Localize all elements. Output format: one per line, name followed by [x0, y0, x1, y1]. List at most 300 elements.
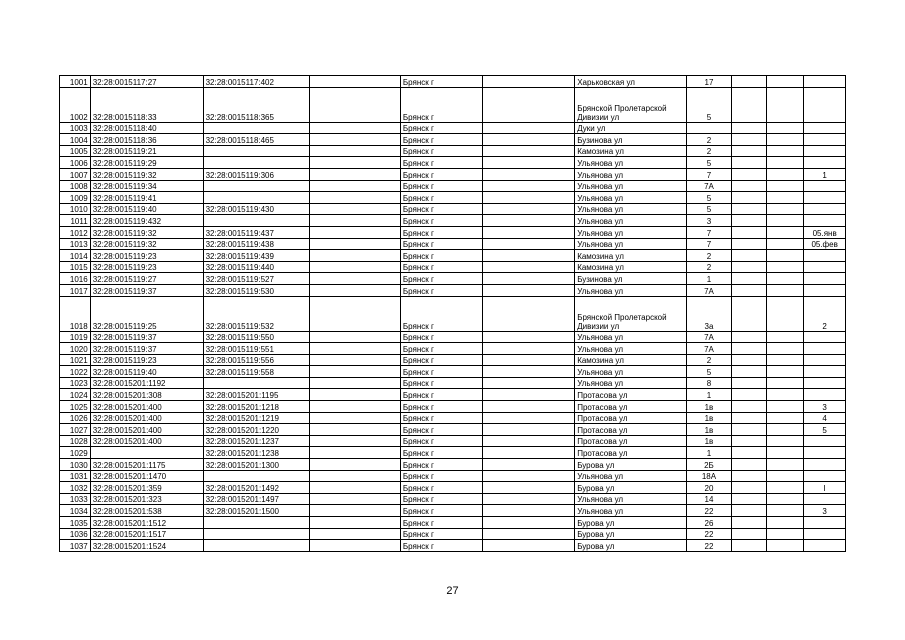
- cell-apartment: [804, 192, 846, 204]
- cell-letter: [767, 250, 804, 262]
- cell-building: [731, 540, 766, 552]
- table-row: [60, 284, 846, 296]
- cell-district: [483, 238, 575, 250]
- cell-blank-column: [309, 157, 400, 169]
- cell-building: [731, 157, 766, 169]
- cell-street: Ульянова ул: [575, 238, 687, 250]
- cell-row-number: 1030: [60, 459, 91, 471]
- cell-house-number: 5: [687, 192, 732, 204]
- cell-object-number: 32:28:0015119:440: [203, 261, 309, 273]
- cell-apartment: [804, 250, 846, 262]
- cell-street: Ульянова ул: [575, 343, 687, 355]
- cell-letter: [767, 168, 804, 180]
- cell-apartment: [804, 203, 846, 215]
- table-row: [60, 122, 846, 134]
- cell-house-number: 1в: [687, 401, 732, 413]
- cell-house-number: 7А: [687, 284, 732, 296]
- cell-district: [483, 331, 575, 343]
- cell-street: Бурова ул: [575, 540, 687, 552]
- cell-apartment: [804, 470, 846, 482]
- cell-row-number: 1005: [60, 145, 91, 157]
- table-row: [60, 168, 846, 180]
- cell-building: [731, 401, 766, 413]
- cell-object-number: 32:28:0015119:437: [203, 226, 309, 238]
- cell-cadastral-number: 32:28:0015201:400: [90, 424, 203, 436]
- table-row: [60, 505, 846, 517]
- cell-blank-column: [309, 215, 400, 227]
- cell-row-number: 1024: [60, 389, 91, 401]
- cell-district: [483, 459, 575, 471]
- cell-apartment: 05.янв: [804, 226, 846, 238]
- cell-cadastral-number: 32:28:0015201:400: [90, 435, 203, 447]
- cell-district: [483, 528, 575, 540]
- cell-apartment: 4: [804, 412, 846, 424]
- cell-street: Ульянова ул: [575, 366, 687, 378]
- cell-blank-column: [309, 331, 400, 343]
- cell-row-number: 1004: [60, 134, 91, 146]
- cell-street: Ульянова ул: [575, 284, 687, 296]
- cell-building: [731, 203, 766, 215]
- table-row: [60, 261, 846, 273]
- cell-row-number: 1012: [60, 226, 91, 238]
- cell-apartment: [804, 389, 846, 401]
- table-row: [60, 273, 846, 285]
- cell-district: [483, 540, 575, 552]
- cell-building: [731, 192, 766, 204]
- cell-city: Брянск г: [400, 215, 482, 227]
- cell-house-number: 5: [687, 87, 732, 122]
- cell-blank-column: [309, 284, 400, 296]
- table-row: [60, 540, 846, 552]
- cell-cadastral-number: 32:28:0015201:1175: [90, 459, 203, 471]
- cell-city: Брянск г: [400, 412, 482, 424]
- cell-house-number: 1: [687, 447, 732, 459]
- cell-cadastral-number: 32:28:0015119:41: [90, 192, 203, 204]
- cell-row-number: 1008: [60, 180, 91, 192]
- cell-building: [731, 366, 766, 378]
- cell-building: [731, 273, 766, 285]
- cell-object-number: 32:28:0015119:551: [203, 343, 309, 355]
- cell-city: Брянск г: [400, 76, 482, 88]
- cell-object-number: 32:28:0015118:465: [203, 134, 309, 146]
- cell-street: Ульянова ул: [575, 168, 687, 180]
- cell-object-number: 32:28:0015118:365: [203, 87, 309, 122]
- cell-city: Брянск г: [400, 517, 482, 529]
- cell-street: Камозина ул: [575, 261, 687, 273]
- cell-building: [731, 389, 766, 401]
- cell-apartment: [804, 273, 846, 285]
- cell-row-number: 1036: [60, 528, 91, 540]
- cell-city: Брянск г: [400, 261, 482, 273]
- cell-row-number: 1031: [60, 470, 91, 482]
- cell-street: Протасова ул: [575, 412, 687, 424]
- cell-cadastral-number: 32:28:0015201:323: [90, 493, 203, 505]
- cell-street: Ульянова ул: [575, 192, 687, 204]
- cell-building: [731, 168, 766, 180]
- cell-apartment: [804, 435, 846, 447]
- cell-house-number: 2: [687, 145, 732, 157]
- cell-street: Бурова ул: [575, 528, 687, 540]
- cell-object-number: [203, 157, 309, 169]
- cell-house-number: 17: [687, 76, 732, 88]
- cell-blank-column: [309, 389, 400, 401]
- table-row: [60, 226, 846, 238]
- cell-city: Брянск г: [400, 331, 482, 343]
- cell-building: [731, 459, 766, 471]
- cell-letter: [767, 424, 804, 436]
- cell-city: Брянск г: [400, 401, 482, 413]
- cell-street: Ульянова ул: [575, 493, 687, 505]
- cell-object-number: [203, 470, 309, 482]
- cell-house-number: 5: [687, 366, 732, 378]
- cell-city: Брянск г: [400, 482, 482, 494]
- cell-blank-column: [309, 203, 400, 215]
- cell-district: [483, 168, 575, 180]
- cell-city: Брянск г: [400, 203, 482, 215]
- cell-street: Ульянова ул: [575, 505, 687, 517]
- cell-apartment: [804, 459, 846, 471]
- cell-blank-column: [309, 459, 400, 471]
- cell-house-number: 7А: [687, 180, 732, 192]
- cell-letter: [767, 354, 804, 366]
- table-row: [60, 87, 846, 122]
- cell-object-number: 32:28:0015201:1300: [203, 459, 309, 471]
- cell-row-number: 1013: [60, 238, 91, 250]
- table-row: [60, 401, 846, 413]
- cell-blank-column: [309, 412, 400, 424]
- table-row: [60, 528, 846, 540]
- cell-cadastral-number: 32:28:0015201:1524: [90, 540, 203, 552]
- cell-apartment: [804, 447, 846, 459]
- cell-city: Брянск г: [400, 528, 482, 540]
- cell-district: [483, 261, 575, 273]
- cell-city: Брянск г: [400, 459, 482, 471]
- cell-building: [731, 226, 766, 238]
- table-row: [60, 412, 846, 424]
- cell-street: Харьковская ул: [575, 76, 687, 88]
- cell-blank-column: [309, 343, 400, 355]
- cell-cadastral-number: 32:28:0015119:21: [90, 145, 203, 157]
- cell-house-number: 22: [687, 528, 732, 540]
- cell-street: Бузинова ул: [575, 273, 687, 285]
- cell-row-number: 1006: [60, 157, 91, 169]
- cell-district: [483, 389, 575, 401]
- cell-letter: [767, 284, 804, 296]
- cell-city: Брянск г: [400, 377, 482, 389]
- cell-street: Протасова ул: [575, 424, 687, 436]
- cell-district: [483, 296, 575, 331]
- cell-letter: [767, 203, 804, 215]
- cell-letter: [767, 493, 804, 505]
- cell-letter: [767, 331, 804, 343]
- cell-apartment: [804, 122, 846, 134]
- cell-letter: [767, 145, 804, 157]
- cell-apartment: [804, 87, 846, 122]
- registry-table-body: [60, 76, 846, 552]
- cell-blank-column: [309, 145, 400, 157]
- cell-row-number: 1021: [60, 354, 91, 366]
- cell-blank-column: [309, 250, 400, 262]
- cell-cadastral-number: 32:28:0015201:1517: [90, 528, 203, 540]
- cell-apartment: [804, 493, 846, 505]
- cell-street: Бурова ул: [575, 459, 687, 471]
- cell-cadastral-number: 32:28:0015119:29: [90, 157, 203, 169]
- cell-city: Брянск г: [400, 435, 482, 447]
- cell-object-number: 32:28:0015201:1219: [203, 412, 309, 424]
- cell-city: Брянск г: [400, 470, 482, 482]
- cell-object-number: 32:28:0015119:530: [203, 284, 309, 296]
- cell-letter: [767, 447, 804, 459]
- cell-district: [483, 435, 575, 447]
- cell-row-number: 1025: [60, 401, 91, 413]
- cell-city: Брянск г: [400, 343, 482, 355]
- cell-row-number: 1015: [60, 261, 91, 273]
- cell-cadastral-number: 32:28:0015119:37: [90, 284, 203, 296]
- cell-apartment: [804, 366, 846, 378]
- cell-object-number: 32:28:0015119:556: [203, 354, 309, 366]
- cell-object-number: [203, 540, 309, 552]
- cell-row-number: 1027: [60, 424, 91, 436]
- cell-letter: [767, 226, 804, 238]
- cell-cadastral-number: 32:28:0015201:308: [90, 389, 203, 401]
- cell-blank-column: [309, 226, 400, 238]
- cell-building: [731, 528, 766, 540]
- cell-house-number: 7А: [687, 331, 732, 343]
- cell-city: Брянск г: [400, 122, 482, 134]
- cell-blank-column: [309, 238, 400, 250]
- cell-district: [483, 76, 575, 88]
- cell-house-number: 1: [687, 389, 732, 401]
- cell-district: [483, 366, 575, 378]
- cell-blank-column: [309, 493, 400, 505]
- cell-letter: [767, 482, 804, 494]
- cell-house-number: 2: [687, 354, 732, 366]
- table-row: [60, 470, 846, 482]
- cell-row-number: 1017: [60, 284, 91, 296]
- cell-cadastral-number: 32:28:0015119:40: [90, 366, 203, 378]
- cell-letter: [767, 273, 804, 285]
- cell-street: Ульянова ул: [575, 157, 687, 169]
- cell-object-number: 32:28:0015119:550: [203, 331, 309, 343]
- cell-row-number: 1001: [60, 76, 91, 88]
- cell-district: [483, 134, 575, 146]
- table-row: [60, 215, 846, 227]
- cell-row-number: 1007: [60, 168, 91, 180]
- cell-object-number: 32:28:0015119:306: [203, 168, 309, 180]
- cell-district: [483, 157, 575, 169]
- cell-district: [483, 273, 575, 285]
- cell-apartment: 5: [804, 424, 846, 436]
- cell-row-number: 1029: [60, 447, 91, 459]
- cell-district: [483, 87, 575, 122]
- cell-city: Брянск г: [400, 296, 482, 331]
- cell-blank-column: [309, 122, 400, 134]
- cell-blank-column: [309, 447, 400, 459]
- cell-apartment: [804, 354, 846, 366]
- cell-letter: [767, 180, 804, 192]
- table-row: [60, 343, 846, 355]
- cell-blank-column: [309, 505, 400, 517]
- cell-street: Камозина ул: [575, 145, 687, 157]
- cell-district: [483, 226, 575, 238]
- cell-city: Брянск г: [400, 87, 482, 122]
- cell-house-number: 2: [687, 261, 732, 273]
- cell-apartment: [804, 157, 846, 169]
- cell-apartment: 3: [804, 401, 846, 413]
- cell-row-number: 1011: [60, 215, 91, 227]
- cell-city: Брянск г: [400, 250, 482, 262]
- cell-street: Протасова ул: [575, 435, 687, 447]
- table-row: [60, 145, 846, 157]
- cell-building: [731, 76, 766, 88]
- cell-street: Ульянова ул: [575, 470, 687, 482]
- cell-building: [731, 470, 766, 482]
- table-row: [60, 296, 846, 331]
- cell-district: [483, 412, 575, 424]
- cell-district: [483, 505, 575, 517]
- cell-object-number: 32:28:0015201:1492: [203, 482, 309, 494]
- cell-apartment: [804, 261, 846, 273]
- cell-city: Брянск г: [400, 273, 482, 285]
- cell-building: [731, 296, 766, 331]
- cell-object-number: [203, 180, 309, 192]
- cell-house-number: 3а: [687, 296, 732, 331]
- cell-building: [731, 134, 766, 146]
- cell-blank-column: [309, 354, 400, 366]
- cell-street: Бурова ул: [575, 517, 687, 529]
- cell-house-number: 7: [687, 226, 732, 238]
- cell-house-number: 3: [687, 215, 732, 227]
- table-row: [60, 192, 846, 204]
- cell-city: Брянск г: [400, 145, 482, 157]
- cell-building: [731, 122, 766, 134]
- table-row: [60, 157, 846, 169]
- cell-house-number: 2: [687, 134, 732, 146]
- cell-row-number: 1032: [60, 482, 91, 494]
- cell-district: [483, 401, 575, 413]
- cell-city: Брянск г: [400, 238, 482, 250]
- cell-district: [483, 482, 575, 494]
- cell-district: [483, 470, 575, 482]
- table-row: [60, 459, 846, 471]
- cell-street: Брянской Пролетарской Дивизии ул: [575, 87, 687, 122]
- cell-letter: [767, 76, 804, 88]
- cell-cadastral-number: 32:28:0015118:40: [90, 122, 203, 134]
- cell-district: [483, 250, 575, 262]
- cell-cadastral-number: 32:28:0015119:34: [90, 180, 203, 192]
- cell-building: [731, 145, 766, 157]
- cell-city: Брянск г: [400, 180, 482, 192]
- cell-district: [483, 447, 575, 459]
- cell-district: [483, 493, 575, 505]
- cell-cadastral-number: 32:28:0015117:27: [90, 76, 203, 88]
- cell-letter: [767, 412, 804, 424]
- cell-building: [731, 424, 766, 436]
- cell-object-number: 32:28:0015119:558: [203, 366, 309, 378]
- cell-blank-column: [309, 261, 400, 273]
- cell-object-number: 32:28:0015201:1237: [203, 435, 309, 447]
- table-row: [60, 331, 846, 343]
- cell-building: [731, 354, 766, 366]
- cell-row-number: 1022: [60, 366, 91, 378]
- cell-city: Брянск г: [400, 389, 482, 401]
- cell-blank-column: [309, 435, 400, 447]
- cell-house-number: 22: [687, 540, 732, 552]
- cell-street: Бурова ул: [575, 482, 687, 494]
- cell-letter: [767, 215, 804, 227]
- cell-cadastral-number: 32:28:0015119:37: [90, 331, 203, 343]
- cell-letter: [767, 389, 804, 401]
- cell-cadastral-number: 32:28:0015201:1470: [90, 470, 203, 482]
- cell-cadastral-number: 32:28:0015119:32: [90, 168, 203, 180]
- table-row: [60, 180, 846, 192]
- cell-letter: [767, 528, 804, 540]
- cell-city: Брянск г: [400, 157, 482, 169]
- cell-district: [483, 424, 575, 436]
- cell-row-number: 1010: [60, 203, 91, 215]
- cell-district: [483, 145, 575, 157]
- cell-blank-column: [309, 517, 400, 529]
- cell-city: Брянск г: [400, 366, 482, 378]
- cell-apartment: 1: [804, 168, 846, 180]
- cell-city: Брянск г: [400, 447, 482, 459]
- cell-apartment: [804, 134, 846, 146]
- cell-blank-column: [309, 273, 400, 285]
- cell-house-number: 7: [687, 238, 732, 250]
- cell-building: [731, 447, 766, 459]
- cell-blank-column: [309, 366, 400, 378]
- cell-street: Ульянова ул: [575, 226, 687, 238]
- cell-house-number: 1: [687, 273, 732, 285]
- cell-building: [731, 505, 766, 517]
- cell-house-number: 8: [687, 377, 732, 389]
- cell-row-number: 1009: [60, 192, 91, 204]
- cell-street: Ульянова ул: [575, 203, 687, 215]
- cell-object-number: 32:28:0015201:1220: [203, 424, 309, 436]
- cell-house-number: 5: [687, 157, 732, 169]
- table-row: [60, 366, 846, 378]
- cell-object-number: [203, 215, 309, 227]
- cell-object-number: 32:28:0015201:1218: [203, 401, 309, 413]
- table-row: [60, 447, 846, 459]
- cell-cadastral-number: 32:28:0015201:359: [90, 482, 203, 494]
- cell-street: Бузинова ул: [575, 134, 687, 146]
- cell-cadastral-number: 32:28:0015201:1512: [90, 517, 203, 529]
- cell-letter: [767, 261, 804, 273]
- cell-letter: [767, 366, 804, 378]
- cell-cadastral-number: [90, 447, 203, 459]
- cell-city: Брянск г: [400, 168, 482, 180]
- cell-house-number: 22: [687, 505, 732, 517]
- cell-letter: [767, 157, 804, 169]
- cell-apartment: 05.фев: [804, 238, 846, 250]
- cell-building: [731, 377, 766, 389]
- cell-building: [731, 284, 766, 296]
- cell-house-number: 26: [687, 517, 732, 529]
- cell-district: [483, 203, 575, 215]
- cell-district: [483, 343, 575, 355]
- table-row: [60, 134, 846, 146]
- table-row: [60, 76, 846, 88]
- cell-apartment: [804, 215, 846, 227]
- cell-cadastral-number: 32:28:0015119:432: [90, 215, 203, 227]
- cell-object-number: 32:28:0015119:527: [203, 273, 309, 285]
- cell-blank-column: [309, 180, 400, 192]
- cell-row-number: 1026: [60, 412, 91, 424]
- cell-street: Протасова ул: [575, 401, 687, 413]
- cell-city: Брянск г: [400, 505, 482, 517]
- cell-object-number: 32:28:0015119:430: [203, 203, 309, 215]
